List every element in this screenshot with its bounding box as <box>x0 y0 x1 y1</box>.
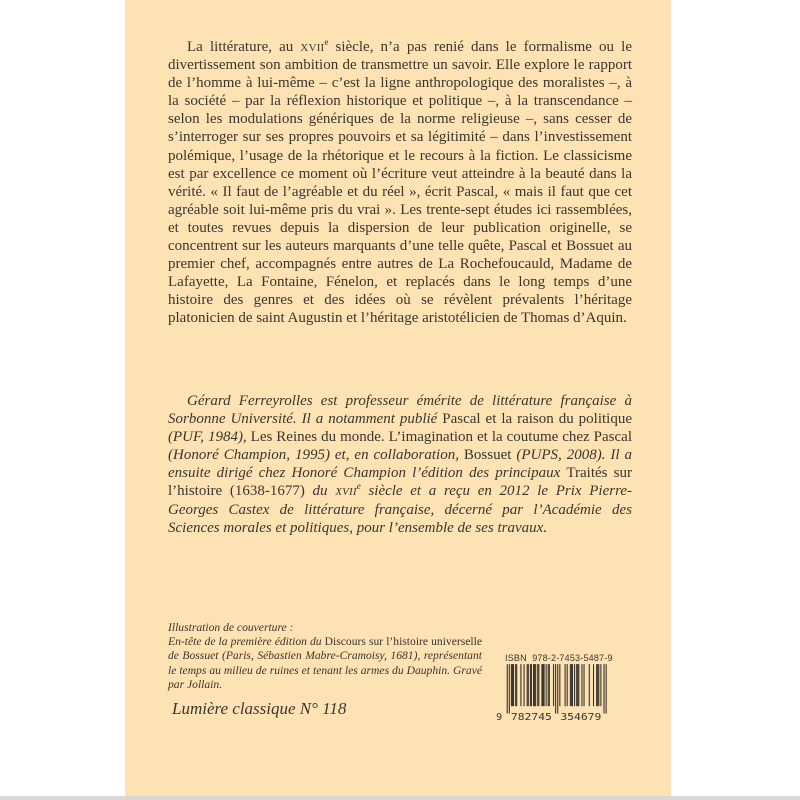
credit-heading: Illustration de couverture : <box>168 621 294 634</box>
cover-illustration-credit <box>168 621 482 692</box>
isbn-label: ISBN 978-2-7453-5487-9 <box>505 653 613 663</box>
author-bio-paragraph: Gérard Ferreyrolles est professeur émérite de littérature française à Sorbonne Université. Il a notamment publié Pascal et la raison du politique (PUF, 1984), Les Reines du monde. L’imagination et la coutume chez Pascal (Honoré Champion, 1995) et, en collaboration, Bossuet (PUPS, 2008). Il a ensuite dirigé chez Honoré Champion l’édition des principaux Traités sur l’histoire (1638-1677) du xvii$^e$ siècle et a reçu en 2012 le Prix Pierre-Georges Castex de littérature française, décerné par l’Académie des Sciences morales et politiques, pour l’ensemble de ses travaux. <box>168 393 633 536</box>
svg-text:354679: 354679 <box>560 711 602 721</box>
credit-body: En-tête de la première édition du Discours sur l’histoire universelle de Bossuet (Paris, Sébastien Mabre-Cramoisy, 1681), représentant le temps au milieu de ruines et tenant les armes du Dauphin. Gravé par Jollain. <box>168 635 482 691</box>
svg-text:782745: 782745 <box>510 711 552 721</box>
barcode-block <box>493 653 633 721</box>
book-back-cover <box>125 0 671 796</box>
svg-text:9: 9 <box>496 711 503 721</box>
collection-series-line: Lumière classique N° 118 <box>172 699 347 718</box>
page-bottom-edge <box>0 796 800 800</box>
ean-barcode <box>493 664 633 721</box>
blurb-paragraph: La littérature, au xvii$^e$ siècle, n’a pas renié dans le formalisme ou le divertissement son ambition de transmettre un savoir. Elle explore le rapport de l’homme à lui-même – c’est la ligne anthropologique des moralistes –, à la société – par la réflexion historique et politique –, à la transcendance – selon les modulations génériques de la norme religieuse –, sans cesser de s’interroger sur ses propres pouvoirs et sa légitimité – dans l’investissement polémique, l’usage de la rhétorique et le recours à la fiction. Le classicisme est par excellence ce moment où l’écriture veut atteindre à la beauté dans la vérité. « Il faut de l’agréable et du réel », écrit Pascal, « mais il faut que cet agréable soit lui-même pris du vrai ». Les trente-sept études ici rassemblées, et toutes revues depuis la dispersion de leur publication originelle, se concentrent sur les auteurs marquants d’une telle quête, Pascal et Bossuet au premier chef, accompagnés entre autres de La Rochefoucauld, Madame de Lafayette, La Fontaine, Fénelon, et replacés dans le long temps d’une histoire des genres et des idées où se révèlent prévalents l’héritage platonicien de saint Augustin et l’héritage aristotélicien de Thomas d’Aquin. <box>168 37 633 327</box>
